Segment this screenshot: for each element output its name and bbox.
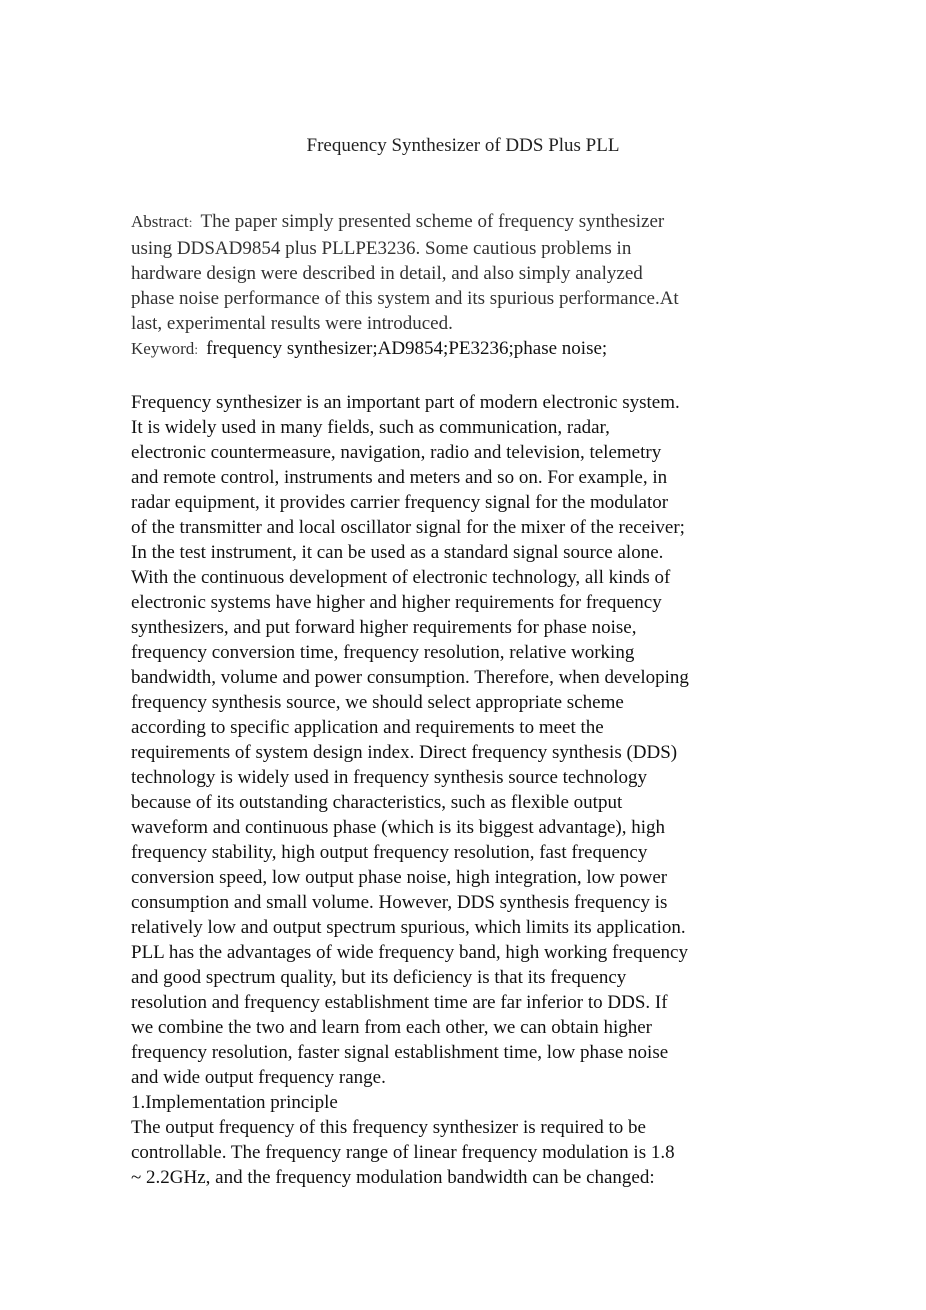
abstract-block bbox=[131, 209, 851, 336]
abstract-text: The paper simply presented scheme of frequency synthesizer using DDSAD9854 plus PLLPE3236. Some cautious problems in hardware design were described in detail, and also simply analyzed phase noise performance of this system and its spurious performance.At last, experimental results were introduced. bbox=[131, 211, 679, 334]
keyword-separator: : bbox=[194, 343, 199, 358]
abstract-label: Abstract bbox=[131, 212, 189, 231]
keyword-label: Keyword bbox=[131, 339, 195, 358]
document-body bbox=[131, 209, 851, 1190]
keyword-text: frequency synthesizer;AD9854;PE3236;phase noise; bbox=[206, 338, 608, 359]
abstract-separator: : bbox=[188, 216, 193, 231]
section-heading: 1.Implementation principle bbox=[131, 1092, 338, 1113]
document-title: Frequency Synthesizer of DDS Plus PLL bbox=[306, 135, 620, 156]
section-paragraph: The output frequency of this frequency synthesizer is required to be controllable. The frequency range of linear frequency modulation is 1.8 ~ 2.2GHz, and the frequency modulation bandwidth can be changed: bbox=[131, 1117, 675, 1188]
keyword-line bbox=[131, 336, 851, 364]
intro-paragraph: Frequency synthesizer is an important part of modern electronic system. It is widely used in many fields, such as communication, radar, electronic countermeasure, navigation, radio and television, telemetry and remote control, instruments and meters and so on. For example, in radar equipment, it provides carrier frequency signal for the modulator of the transmitter and local oscillator signal for the mixer of the receiver; In the test instrument, it can be used as a standard signal source alone. With the continuous development of electronic technology, all kinds of electronic systems have higher and higher requirements for frequency synthesizers, and put forward higher requirements for phase noise, frequency conversion time, frequency resolution, relative working bandwidth, volume and power consumption. Therefore, when developing frequency synthesis source, we should select appropriate scheme according to specific application and requirements to meet the requirements of system design index. Direct frequency synthesis (DDS) technology is widely used in frequency synthesis source technology because of its outstanding characteristics, such as flexible output waveform and continuous phase (which is its biggest advantage), high frequency stability, high output frequency resolution, fast frequency conversion speed, low output phase noise, high integration, low power consumption and small volume. However, DDS synthesis frequency is relatively low and output spectrum spurious, which limits its application. PLL has the advantages of wide frequency band, high working frequency and good spectrum quality, but its deficiency is that its frequency resolution and frequency establishment time are far inferior to DDS. If we combine the two and learn from each other, we can obtain higher frequency resolution, faster signal establishment time, low phase noise and wide output frequency range. bbox=[131, 392, 689, 1088]
